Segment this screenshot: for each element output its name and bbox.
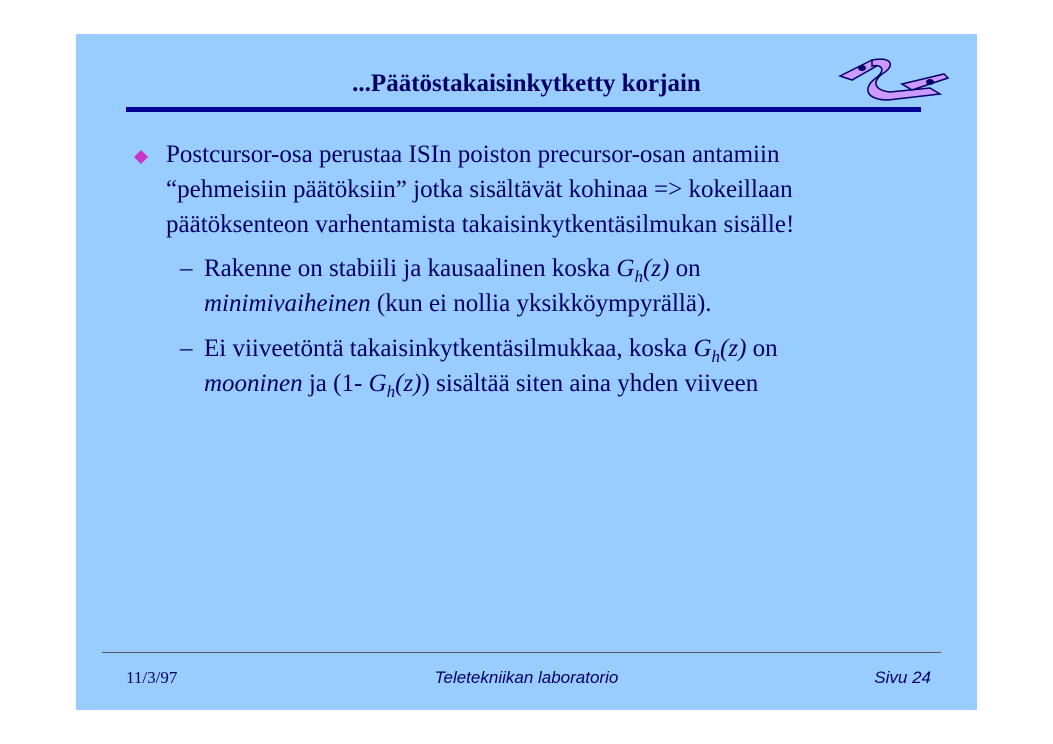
bullet-line-1: Postcursor-osa perustaa ISIn poiston precursor-osan antamiin [166, 141, 780, 168]
sub1-italic: minimivaiheinen [204, 290, 371, 317]
sub2-text: Ei viiveetöntä takaisinkytkentäsilmukkaa, koska [204, 335, 694, 362]
sub2-h: h [711, 347, 721, 366]
footer-lab: Teletekniikan laboratorio [434, 668, 619, 687]
sub-bullet-dash-2: – [180, 335, 193, 362]
sub-bullet-2-line-2 [204, 369, 758, 401]
sub2-h2: h [386, 382, 396, 401]
footer-page: Sivu 24 [874, 668, 931, 687]
footer-rule [102, 652, 941, 653]
sub1-z: (z) [642, 255, 670, 282]
sub2-b: ) sisältää siten aina yhden viiveen [421, 370, 759, 397]
slide-title: ...Päätöstakaisinkytketty korjain [352, 70, 701, 97]
logo-icon [832, 54, 950, 104]
bullet-line-3: päätöksenteon varhentamista takaisinkytkentäsilmukan sisälle! [166, 211, 795, 238]
sub2-z2: (z) [395, 370, 422, 397]
sub-bullet-1-line-2 [204, 289, 712, 319]
slide [76, 34, 977, 710]
sub-bullet-dash-1: – [180, 255, 193, 282]
sub2-gh: G [693, 335, 712, 362]
sub-bullet-1-line-1 [204, 254, 701, 286]
sub2-z: (z) [720, 335, 747, 362]
sub1-end: on [669, 255, 701, 282]
sub1-text: Rakenne on stabiili ja kausaalinen koska [204, 255, 617, 282]
sub2-a: ja (1- [302, 370, 369, 397]
footer-date: 11/3/97 [126, 668, 178, 687]
sub1-h: h [634, 267, 643, 286]
sub1-gh: G [616, 255, 635, 282]
sub2-gh2: G [368, 370, 387, 397]
diamond-bullet-icon [134, 150, 148, 164]
title-rule [126, 107, 921, 112]
sub2-end: on [746, 335, 778, 362]
sub1-line2: (kun ei nollia yksikköympyrällä). [370, 290, 712, 317]
sub-bullet-2-line-1 [204, 334, 778, 366]
sub2-italic: mooninen [204, 370, 303, 397]
bullet-line-2: “pehmeisiin päätöksiin” jotka sisältävät kohinaa => kokeillaan [166, 176, 793, 203]
